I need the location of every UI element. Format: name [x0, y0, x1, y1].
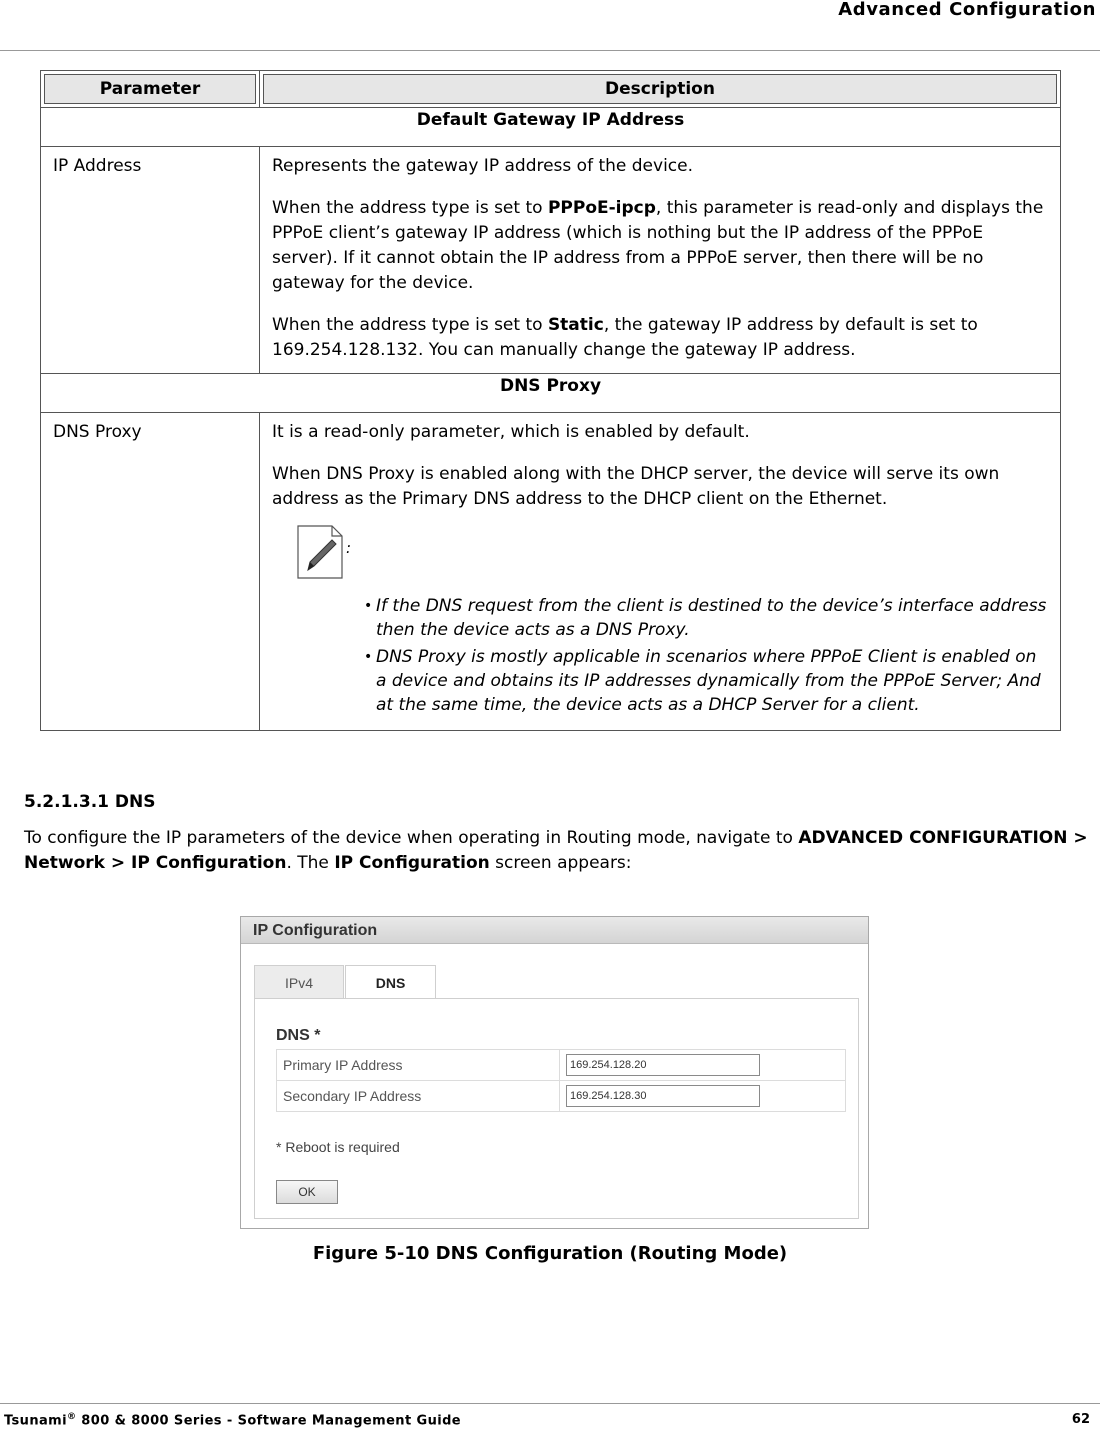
- param-description-ip-address: [260, 147, 1061, 374]
- dns-panel: [254, 998, 859, 1219]
- description-paragraph: [272, 196, 1048, 296]
- bold-term: Static: [547, 315, 604, 335]
- list-item: • If the DNS request from the client is destined to the device’s interface address then the device acts as a DNS Proxy.: [364, 594, 1048, 642]
- page-header-title: Advanced Configuration: [838, 0, 1096, 20]
- primary-ip-label: Primary IP Address: [277, 1050, 560, 1081]
- param-description-dns-proxy: [260, 413, 1061, 731]
- dns-fields-table: [276, 1049, 846, 1112]
- parameter-table: [40, 70, 1061, 731]
- nav-path: ADVANCED CONFIGURATION > Network > IP Configuration: [24, 828, 1088, 873]
- text-run: To configure the IP parameters of the device when operating in Routing mode, navigate to: [24, 828, 799, 848]
- column-header-description: Description: [260, 71, 1061, 108]
- text-run: When the address type is set to: [272, 198, 548, 218]
- registered-mark: ®: [66, 1412, 77, 1422]
- param-name-ip-address: IP Address: [41, 147, 260, 374]
- ip-configuration-screenshot: [240, 916, 869, 1229]
- secondary-ip-label: Secondary IP Address: [277, 1081, 560, 1112]
- param-name-dns-proxy: DNS Proxy: [41, 413, 260, 731]
- note-colon: :: [346, 539, 352, 557]
- section-row: [41, 374, 1061, 413]
- footer-rest: 800 & 8000 Series - Software Management Guide: [76, 1413, 462, 1429]
- page-number: 62: [1071, 1412, 1090, 1427]
- table-header-row: [41, 71, 1061, 108]
- description-paragraph: Represents the gateway IP address of the device.: [272, 156, 694, 176]
- body-paragraph: [24, 826, 1100, 876]
- note-block: [272, 524, 1048, 594]
- table-row: [41, 147, 1061, 374]
- tab-dns[interactable]: DNS: [345, 965, 436, 999]
- ok-button[interactable]: OK: [276, 1180, 338, 1204]
- text-run: . The: [286, 853, 335, 873]
- list-item: • DNS Proxy is mostly applicable in scenarios where PPPoE Client is enabled on a device and obtains its IP addresses dynamically from the PPPoE Server; And at the same time, the device acts as a DHCP Server for a client.: [364, 645, 1048, 717]
- secondary-ip-input[interactable]: [566, 1085, 760, 1107]
- text-run: , this parameter is read-only and displays the PPPoE client’s gateway IP address (which is nothing but the IP address of the PPPoE server). If it cannot obtain the IP address from a PPPoE server, then there will be no gateway for the device.: [272, 198, 1044, 293]
- description-paragraph: When DNS Proxy is enabled along with the DHCP server, the device will serve its own address as the Primary DNS address to the DHCP client on the Ethernet.: [272, 464, 1000, 509]
- panel-title: IP Configuration: [241, 917, 868, 944]
- tab-ipv4[interactable]: IPv4: [254, 965, 344, 998]
- screen-name: IP Configuration: [334, 853, 490, 873]
- header-divider: [0, 50, 1100, 51]
- section-title-dns-proxy: DNS Proxy: [41, 374, 1061, 413]
- text-run: , the gateway IP address by default is set to 169.254.128.132. You can manually change the gateway IP address.: [272, 315, 978, 360]
- note-list: [272, 594, 1048, 717]
- secondary-ip-cell: [560, 1081, 846, 1112]
- description-paragraph: It is a read-only parameter, which is enabled by default.: [272, 422, 750, 442]
- table-row: [277, 1050, 846, 1081]
- section-heading: 5.2.1.3.1 DNS: [24, 792, 156, 812]
- primary-ip-input[interactable]: [566, 1054, 760, 1076]
- text-run: screen appears:: [489, 853, 632, 873]
- section-row: [41, 108, 1061, 147]
- dns-section-title: DNS *: [276, 1027, 321, 1044]
- table-row: [277, 1081, 846, 1112]
- figure-caption: Figure 5-10 DNS Configuration (Routing Mode): [312, 1243, 788, 1264]
- text-run: When the address type is set to: [272, 315, 548, 335]
- brand-name: Tsunami: [4, 1413, 67, 1429]
- footer-title: [4, 1412, 461, 1428]
- column-header-parameter: Parameter: [41, 71, 260, 108]
- description-paragraph: [272, 313, 1048, 363]
- bold-term: PPPoE-ipcp: [547, 198, 656, 218]
- primary-ip-cell: [560, 1050, 846, 1081]
- reboot-note: * Reboot is required: [276, 1139, 400, 1155]
- table-row: [41, 413, 1061, 731]
- section-title-gateway: Default Gateway IP Address: [41, 108, 1061, 147]
- note-pencil-icon: [296, 524, 344, 580]
- footer-divider: [0, 1403, 1100, 1404]
